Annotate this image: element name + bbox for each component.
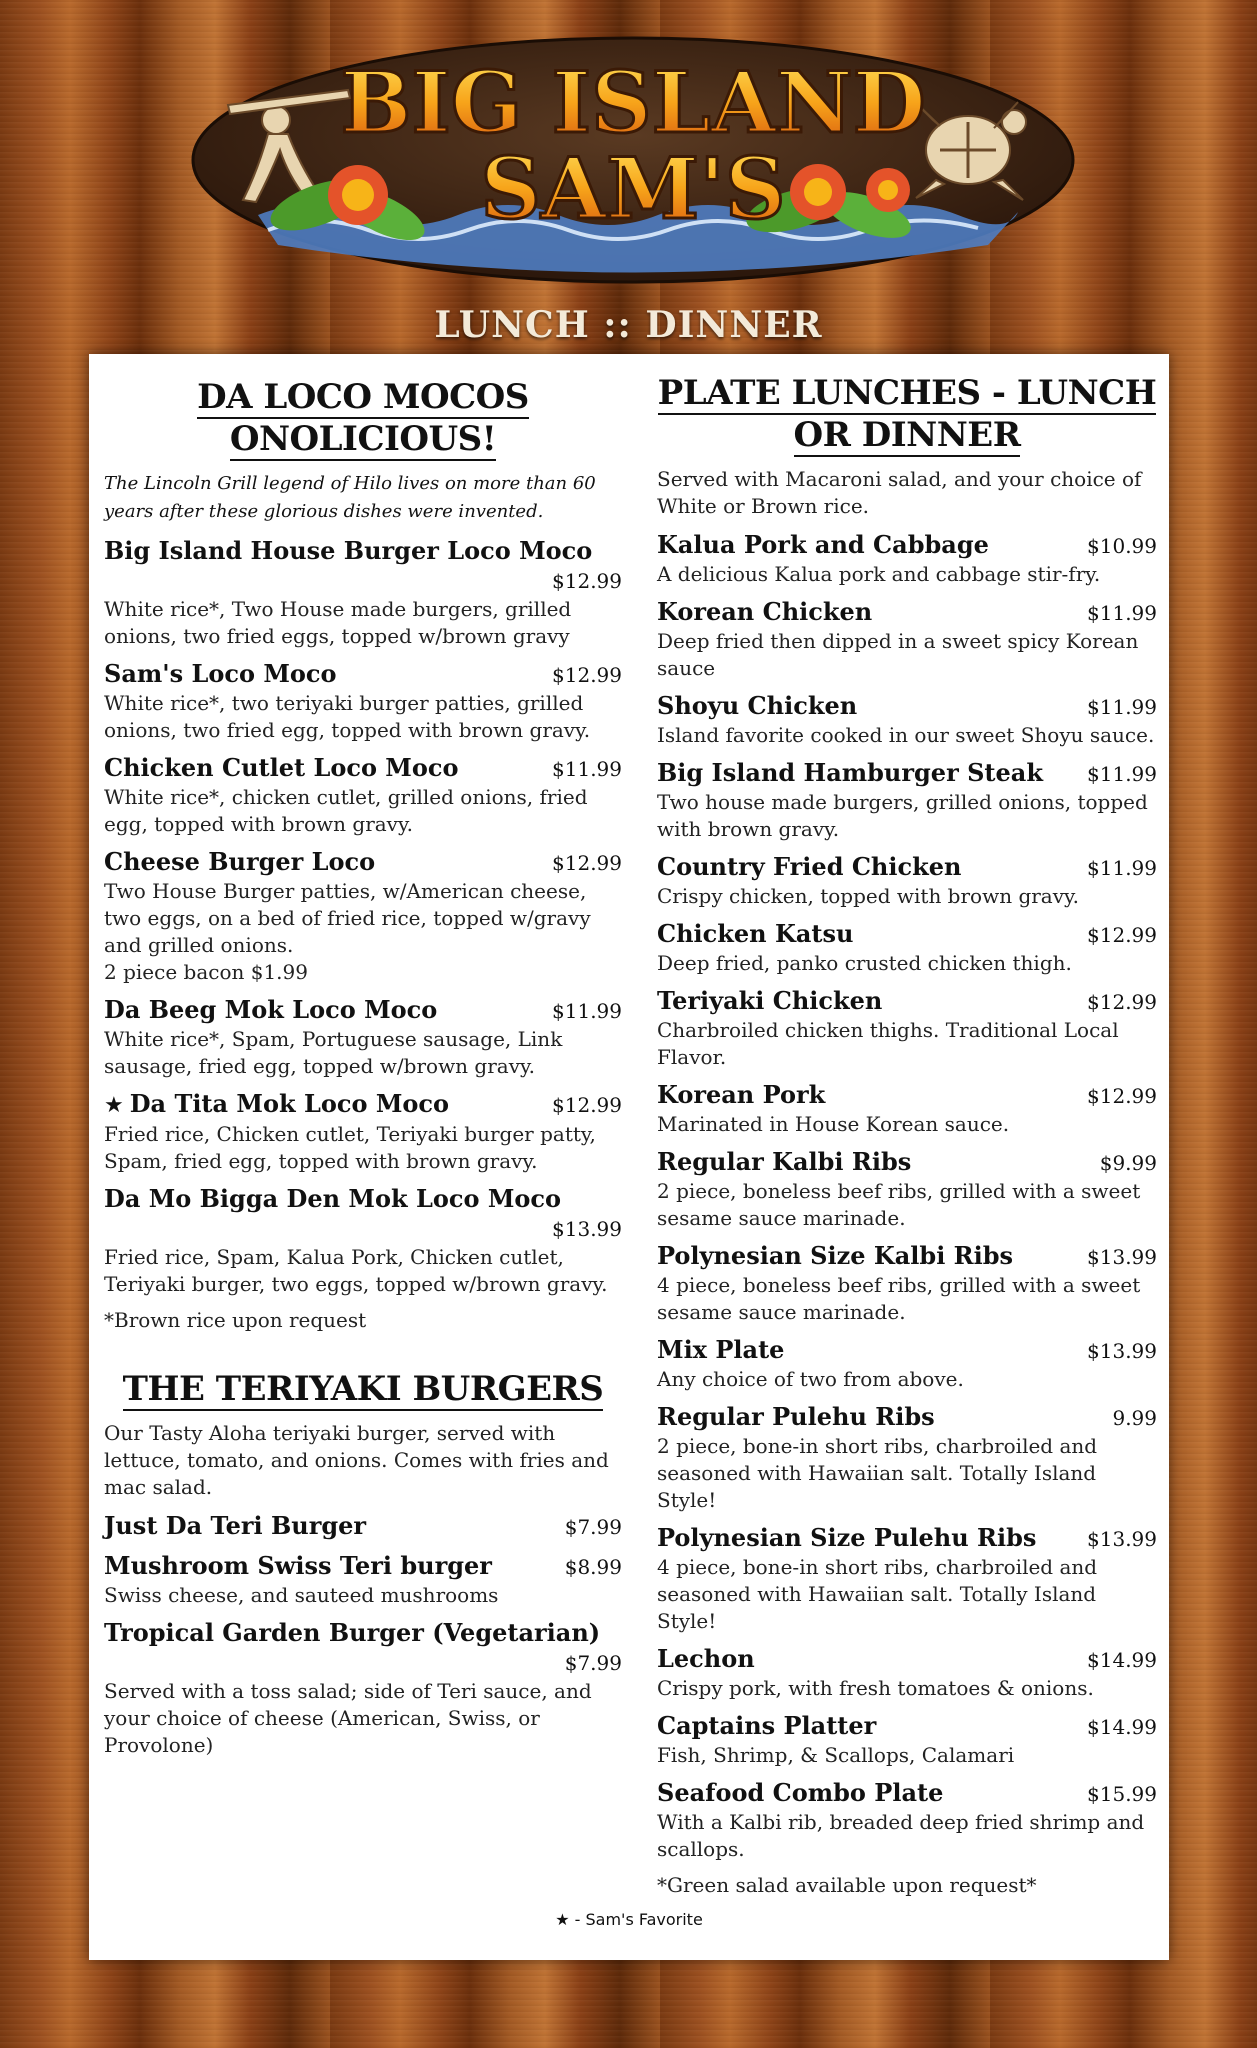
item-description: Deep fried then dipped in a sweet spicy Korean sauce (657, 629, 1139, 680)
item-name: Mix Plate (657, 1335, 785, 1364)
item-price: $8.99 (564, 1555, 622, 1579)
logo-line1: BIG ISLAND (340, 53, 926, 152)
item-description: Island favorite cooked in our sweet Shoyu sauce. (657, 723, 1155, 747)
favorite-legend (89, 1910, 1169, 1929)
loco-tagline: The Lincoln Grill legend of Hilo lives on more than 60 years after these glorious dishes were invented. (104, 473, 596, 522)
item-price: $12.99 (1087, 990, 1157, 1014)
menu-item (657, 1711, 1157, 1769)
item-description: White rice*, chicken cutlet, grilled onions, fried egg, topped with brown gravy. (104, 785, 588, 836)
item-name: Just Da Teri Burger (104, 1511, 367, 1540)
menu-item (104, 1618, 622, 1759)
item-description: Swiss cheese, and sauteed mushrooms (104, 1583, 499, 1607)
logo-line2: SAM'S (480, 139, 786, 238)
item-description: Fried rice, Spam, Kalua Pork, Chicken cutlet, Teriyaki burger, two eggs, topped w/brown gravy. (104, 1245, 608, 1296)
item-name: Lechon (657, 1644, 755, 1673)
section-title-loco-mocos: DA LOCO MOCOS ONOLICIOUS! (197, 377, 529, 459)
item-description: Served with a toss salad; side of Teri sauce, and your choice of cheese (American, Swiss, or Provolone) (104, 1679, 592, 1757)
item-name: Sam's Loco Moco (104, 659, 337, 688)
brown-rice-note: *Brown rice upon request (104, 1308, 367, 1332)
item-name: Da Tita Mok Loco Moco (129, 1089, 450, 1118)
menu-item (104, 753, 622, 838)
item-price: $11.99 (1087, 762, 1157, 786)
item-price: $11.99 (552, 999, 622, 1023)
item-name: Big Island House Burger Loco Moco (104, 536, 593, 565)
menu-item (657, 1402, 1157, 1514)
item-price: $13.99 (1087, 1339, 1157, 1363)
plate-items-list (657, 530, 1157, 1863)
menu-item (104, 659, 622, 744)
item-name: Regular Kalbi Ribs (657, 1147, 912, 1176)
item-name: Chicken Cutlet Loco Moco (104, 753, 459, 782)
item-description: White rice*, Spam, Portuguese sausage, Link sausage, fried egg, topped w/brown gravy. (104, 1027, 563, 1078)
item-price: $11.99 (1087, 601, 1157, 625)
menu-item (657, 530, 1157, 588)
right-column (657, 372, 1157, 1899)
item-price: $11.99 (552, 757, 622, 781)
menu-item (657, 1644, 1157, 1702)
item-description: Two house made burgers, grilled onions, topped with brown gravy. (657, 790, 1148, 841)
menu-item (104, 1184, 622, 1298)
plate-intro: Served with Macaroni salad, and your choice of White or Brown rice. (657, 467, 1142, 518)
item-price: $13.99 (1087, 1527, 1157, 1551)
item-description: 4 piece, bone-in short ribs, charbroiled and seasoned with Hawaiian salt. Totally Island Style! (657, 1555, 1098, 1633)
item-price: 9.99 (1112, 1406, 1157, 1430)
item-price: $12.99 (552, 569, 622, 593)
item-name: Chicken Katsu (657, 919, 854, 948)
menu-item (657, 1778, 1157, 1863)
green-salad-note: *Green salad available upon request* (657, 1873, 1037, 1897)
restaurant-logo (188, 30, 1078, 300)
item-price: $7.99 (564, 1651, 622, 1675)
menu-item (657, 852, 1157, 910)
menu-item (104, 847, 622, 986)
item-name: Kalua Pork and Cabbage (657, 530, 989, 559)
item-name: Big Island Hamburger Steak (657, 758, 1043, 787)
menu-item (657, 919, 1157, 977)
item-name: Da Beeg Mok Loco Moco (104, 995, 438, 1024)
item-name: Seafood Combo Plate (657, 1778, 944, 1807)
item-name: Polynesian Size Pulehu Ribs (657, 1523, 1037, 1552)
menu-item (657, 597, 1157, 682)
item-price: $10.99 (1087, 534, 1157, 558)
favorite-legend-text: - Sam's Favorite (569, 1910, 703, 1929)
item-price: $14.99 (1087, 1648, 1157, 1672)
teri-intro: Our Tasty Aloha teriyaki burger, served with lettuce, tomato, and onions. Comes with fries and mac salad. (104, 1421, 609, 1499)
item-price: $12.99 (1087, 1084, 1157, 1108)
menu-item (104, 1551, 622, 1609)
item-name: Tropical Garden Burger (Vegetarian) (104, 1618, 601, 1647)
item-price: $14.99 (1087, 1715, 1157, 1739)
menu-item (104, 536, 622, 650)
item-description: 4 piece, boneless beef ribs, grilled with a sweet sesame sauce marinade. (657, 1273, 1141, 1324)
item-description: Crispy chicken, topped with brown gravy. (657, 884, 1080, 908)
menu-item (104, 995, 622, 1080)
item-price: $15.99 (1087, 1782, 1157, 1806)
menu-item (657, 1335, 1157, 1393)
item-name: Shoyu Chicken (657, 691, 858, 720)
item-name: Korean Chicken (657, 597, 873, 626)
item-price: $11.99 (1087, 695, 1157, 719)
section-title-plate-lunches: PLATE LUNCHES - LUNCH OR DINNER (657, 373, 1157, 455)
item-description: Two House Burger patties, w/American cheese, two eggs, on a bed of fried rice, topped w/gravy and grilled onions. (104, 879, 591, 957)
menu-item (104, 1511, 622, 1542)
favorite-star-icon: ★ (555, 1910, 570, 1929)
left-column (104, 376, 622, 1768)
item-addon: 2 piece bacon $1.99 (104, 960, 308, 984)
item-description: 2 piece, boneless beef ribs, grilled with a sweet sesame sauce marinade. (657, 1179, 1141, 1230)
item-description: Marinated in House Korean sauce. (657, 1112, 1010, 1136)
menu-item (104, 1089, 622, 1175)
item-name: Polynesian Size Kalbi Ribs (657, 1241, 1014, 1270)
item-price: $7.99 (564, 1515, 622, 1539)
item-price: $13.99 (1087, 1245, 1157, 1269)
menu-item (657, 1080, 1157, 1138)
item-description: With a Kalbi rib, breaded deep fried shrimp and scallops. (657, 1810, 1145, 1861)
item-price: $9.99 (1099, 1151, 1157, 1175)
item-description: Crispy pork, with fresh tomatoes & onions. (657, 1676, 1094, 1700)
item-price: $13.99 (552, 1217, 622, 1241)
item-description: Fish, Shrimp, & Scallops, Calamari (657, 1743, 1015, 1767)
menu-item (657, 758, 1157, 843)
menu-item (657, 1147, 1157, 1232)
menu-item (657, 1523, 1157, 1635)
menu-item (657, 691, 1157, 749)
item-name: Captains Platter (657, 1711, 877, 1740)
item-price: $12.99 (552, 851, 622, 875)
item-name: Da Mo Bigga Den Mok Loco Moco (104, 1184, 562, 1213)
item-name: Korean Pork (657, 1080, 826, 1109)
item-description: 2 piece, bone-in short ribs, charbroiled and seasoned with Hawaiian salt. Totally Island Style! (657, 1434, 1098, 1512)
item-name: Country Fried Chicken (657, 852, 962, 881)
item-name: Regular Pulehu Ribs (657, 1402, 935, 1431)
item-description: A delicious Kalua pork and cabbage stir-fry. (657, 562, 1101, 586)
item-price: $12.99 (552, 1093, 622, 1117)
item-description: Deep fried, panko crusted chicken thigh. (657, 951, 1072, 975)
item-description: White rice*, two teriyaki burger patties, grilled onions, two fried egg, topped with brown gravy. (104, 691, 591, 742)
menu-item (657, 1241, 1157, 1326)
favorite-star-icon: ★ (104, 1093, 124, 1118)
menu-paper (89, 354, 1169, 1960)
menu-item (657, 986, 1157, 1071)
item-price: $11.99 (1087, 856, 1157, 880)
item-name: Teriyaki Chicken (657, 986, 883, 1015)
item-price: $12.99 (1087, 923, 1157, 947)
item-name: Mushroom Swiss Teri burger (104, 1551, 492, 1580)
service-subtitle: LUNCH :: DINNER (434, 304, 823, 346)
item-description: Fried rice, Chicken cutlet, Teriyaki burger patty, Spam, fried egg, topped with brown gravy. (104, 1122, 596, 1173)
section-title-teriyaki-burgers: THE TERIYAKI BURGERS (122, 1369, 604, 1409)
item-description: Charbroiled chicken thighs. Traditional Local Flavor. (657, 1018, 1119, 1069)
item-description: Any choice of two from above. (657, 1367, 964, 1391)
item-name: Cheese Burger Loco (104, 847, 376, 876)
item-description: White rice*, Two House made burgers, grilled onions, two fried eggs, topped w/brown gravy (104, 597, 572, 648)
item-price: $12.99 (552, 663, 622, 687)
